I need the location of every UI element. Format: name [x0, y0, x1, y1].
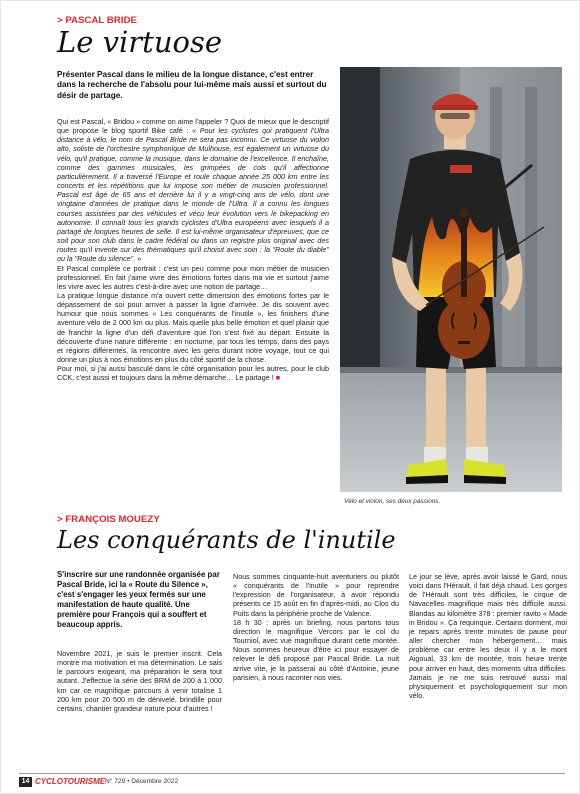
article1-paragraph-3: La pratique longue distance m'a ouvert cette dimension des émotions fortes par le dépassement de soi pour arriver à passer la ligne d'arrivée. Je dis souvent avec humour que nous sommes « Les conquérants de l'inutile », les finishers d'une aventure vélo de 2 000 km ou plus. Mais quelle plus belle émotion et quel plaisir que de franchir la ligne d'un défi d'aventure que l'on s'est fixé au départ. Ensuite la découverte d'une nature différente : en nocturne, par tous les temps, dans des pays et régions différentes, la rencontre avec les gens durant notre voyage, tout ce qui donne un plus à nos émotions en plus du côté sportif de la chose.: [57, 290, 329, 365]
article2-column-3: [409, 572, 567, 700]
article1-lead: Présenter Pascal dans le milieu de la longue distance, c'est entrer dans la recherche de l'absolu pour lui-même mais aussi et surtout du désir de partage.: [57, 70, 327, 100]
article1-paragraph-1: Qui est Pascal, « Bridou » comme on aime l'appeler ? Quoi de mieux que le descriptif que propose le blog sportif Bike café : « Pour les cyclistes qui pratiquent l'Ultra distance à vélo, le nom de Pascal Bride ne sera pas inconnu. Ce virtuose du violon alto, soliste de l'orchestre symphonique de Mulhouse, est également un virtuose du vélo, qu'il pratique, comme la musique, dans le domaine de l'excellence. Il enchaîne, comme des gammes musicales, les grimpées de cols qu'il affectionne particulièrement. Il a traversé l'Europe et roule chaque année 25 000 km entre les concerts et les répétitions que lui impose son métier de musicien professionnel. Pascal est âgé de 65 ans et derrière lui il y a vingt-cinq ans de vélo, dont une vingtaine d'années de pratique dans le monde de l'Ultra. Il a connu les longues courses assistées par des véhicules et vécu leur évolution vers le bikepacking en autonomie. Il connaît tous les grands cyclistes d'Ultra européens avec lesquels il a partagé de longues heures de selle. Il est lui-même organisateur d'épreuves, que ce soit pour son club dans le cadre fédéral ou dans un registre plus original avec des routes qu'il invente sur des thématiques qu'il choisit avec soin : la "Route du diable" ou la "Route du silence". »: [57, 117, 329, 264]
article2-column-2: [233, 572, 399, 682]
issue-info: N° 729 • Décembre 2022: [105, 778, 179, 785]
article2-lead: S'inscrire sur une randonnée organisée par Pascal Bride, ici la « Route du Silence », c'est s'engager les yeux fermés sur une manifestation de haute qualité. Une première pour François qui a souffert et beaucoup appris.: [57, 570, 220, 630]
article1-body: [57, 117, 329, 383]
article2-title: Les conquérants de l'inutile: [57, 526, 396, 554]
article2-column-1: [57, 649, 222, 713]
page-number: 14: [19, 777, 32, 787]
cyclist-violin-photo: [340, 67, 562, 492]
magazine-name: CYCLOTOURISME: [35, 777, 106, 786]
article1-kicker: > PASCAL BRIDE: [57, 15, 137, 26]
article1-paragraph-4: Pour moi, si j'ai aussi basculé dans le côté organisation pour les autres, pour le club CCK, c'est aussi et toujours dans la même démarche… Le partage ! ■: [57, 364, 329, 383]
article2-col1-text: Novembre 2021, je suis le premier inscrit. Cela montre ma motivation et ma détermination. Le sais le parcours exigeant, ma préparation le sera tout autant. J'effectue la série des BRM de 200 à 1 000 km car ce magnifique parcours à venir totalise 1 200 km pour 20 500 m de dénivelé, brindille pour certains, chantier grandeur nature pour d'autres !: [57, 649, 222, 713]
photo-illustration: [340, 67, 562, 492]
article2-kicker: > FRANÇOIS MOUEZY: [57, 514, 160, 525]
article2-col2-paragraph-1: Nous sommes cinquante-huit aventuriers ou plutôt « conquérants de l'inutile » pour reprendre l'expression de l'organisateur, à avoir répondu présents ce 15 août en fin d'après-midi, au Clos du Puits dans la périphérie proche de Valence.: [233, 572, 399, 618]
article1-title: Le virtuose: [57, 25, 222, 59]
article2-col3-text: Le jour se lève, après avoir laissé le Gard, nous voici dans l'Hérault, il fait déjà chaud. Les gorges de l'Hérault sont très difficiles, le cirque de Navacelles magnifique mais très difficile aussi. Blandas au kilomètre 378 : premier ravito « Made in Bridou ». Ça requinque. Certains dorment, moi je repars après trente minutes de pause pour aller chercher mon hébergement… mais problème car entre les deux il y a le mont Aigoual, 33 km de montée, trois heure trente pour arriver en haut, des moments ultra difficiles. Jamais je ne me suis retrouvé aussi mal physiquement et psychologiquement sur mon vélo.: [409, 572, 567, 701]
photo-caption: Vélo et violon, ses deux passions.: [344, 498, 441, 505]
article1-paragraph-2: Et Pascal complète ce portrait : c'est un peu comme pour mon métier de musicien professionnel. En fait j'aime vivre des émotions fortes dans ma vie et surtout j'aime les vivre avec les autres c'est-à-dire avec une notion de partage…: [57, 263, 329, 291]
footer-rule: [19, 773, 565, 774]
article2-col2-paragraph-2: 18 h 30 : après un briefing, nous partons tous direction le magnifique Vercors par le col du Tourniol, avec vue magnifique durant cette montée. Nous sommes heureux d'être ici pour essayer de relever le défi proposé par Pascal Bride. La nuit arrive vite, je la passerai au côté d'Antoine, jeune parisien, à nous raconter nos vies.: [233, 617, 399, 682]
